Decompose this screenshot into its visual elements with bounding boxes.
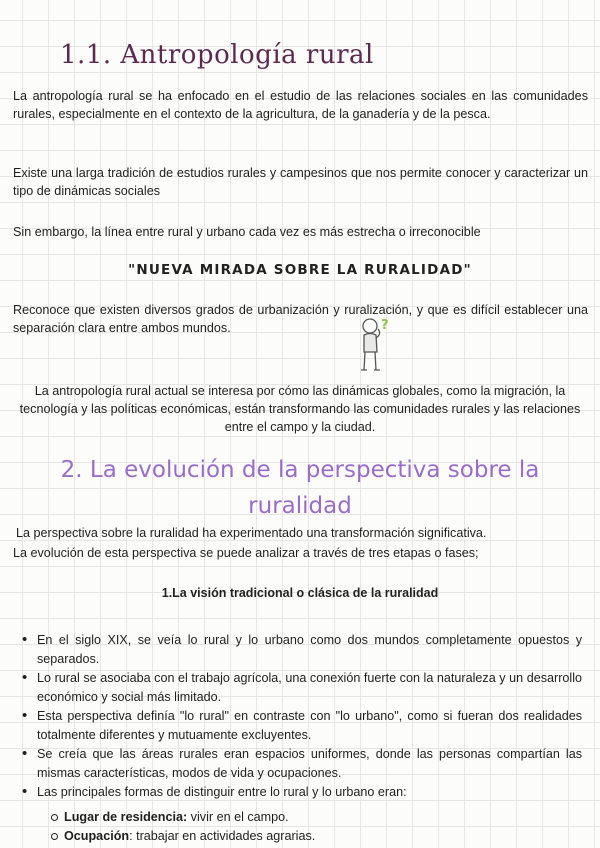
list-item: • Lo rural se asociaba con el trabajo agrícola, una conexión fuerte con la naturaleza y un desarrollo económico y social más limitado. [20, 669, 582, 706]
term-text: : trabajar en actividades agrarias. [129, 829, 316, 843]
list-item: • Las principales formas de distinguir entre lo rural y lo urbano eran: [20, 783, 582, 802]
list-item [50, 827, 570, 846]
list-item [50, 808, 570, 827]
paragraph-sin-embargo: Sin embargo, la línea entre rural y urbano cada vez es más estrecha o irreconocible [13, 225, 481, 239]
paragraph-tradicion: Existe una larga tradición de estudios rurales y campesinos que nos permite conocer y caracterizar un tipo de dinámicas sociales [13, 166, 588, 198]
subtitle-vision-tradicional: 1.La visión tradicional o clásica de la ruralidad [161, 586, 439, 600]
thinking-figure-icon [356, 316, 392, 376]
term-label: Ocupación [64, 829, 130, 843]
paragraph-transformacion: La perspectiva sobre la ruralidad ha experimentado una transformación significativa. [16, 526, 487, 540]
list-item: • Esta perspectiva definía "lo rural" en contraste con "lo urbano", como si fueran dos realidades totalmente diferentes y mutuamente excluyentes. [20, 707, 582, 744]
bullet-list [20, 631, 582, 803]
list-item: • Se creía que las áreas rurales eran espacios uniformes, donde las personas compartían las mismas características, modos de vida y ocupaciones. [20, 745, 582, 782]
sub-bullet-list [50, 808, 570, 846]
paragraph-antropologia-actual: La antropología rural actual se interesa por cómo las dinámicas globales, como la migración, la tecnología y las políticas económicas, están transformando las comunidades rurales y las relaciones entre el campo y la ciudad. [19, 384, 581, 434]
paragraph-grados: Reconoce que existen diversos grados de urbanización y ruralización, y que es difícil establecer una separación clara entre ambos mundos. [13, 303, 588, 335]
list-item: • En el siglo XIX, se veía lo rural y lo urbano como dos mundos completamente opuestos y separados. [20, 631, 582, 668]
term-text: vivir en el campo. [187, 810, 289, 824]
question-mark-icon: ? [381, 318, 389, 333]
banner-nueva-mirada: "NUEVA MIRADA SOBRE LA RURALIDAD" [128, 262, 472, 278]
paragraph-etapas: La evolución de esta perspectiva se puede analizar a través de tres etapas o fases; [13, 546, 479, 560]
paragraph-intro: La antropología rural se ha enfocado en el estudio de las relaciones sociales en las comunidades rurales, especialmente en el contexto de la agricultura, de la ganadería y de la pesca. [13, 89, 588, 121]
section-title-evolucion: 2. La evolución de la perspectiva sobre la ruralidad [60, 457, 540, 519]
section-title-antropologia-rural: 1.1. Antropología rural [60, 40, 374, 70]
term-label: Lugar de residencia: [64, 810, 188, 824]
